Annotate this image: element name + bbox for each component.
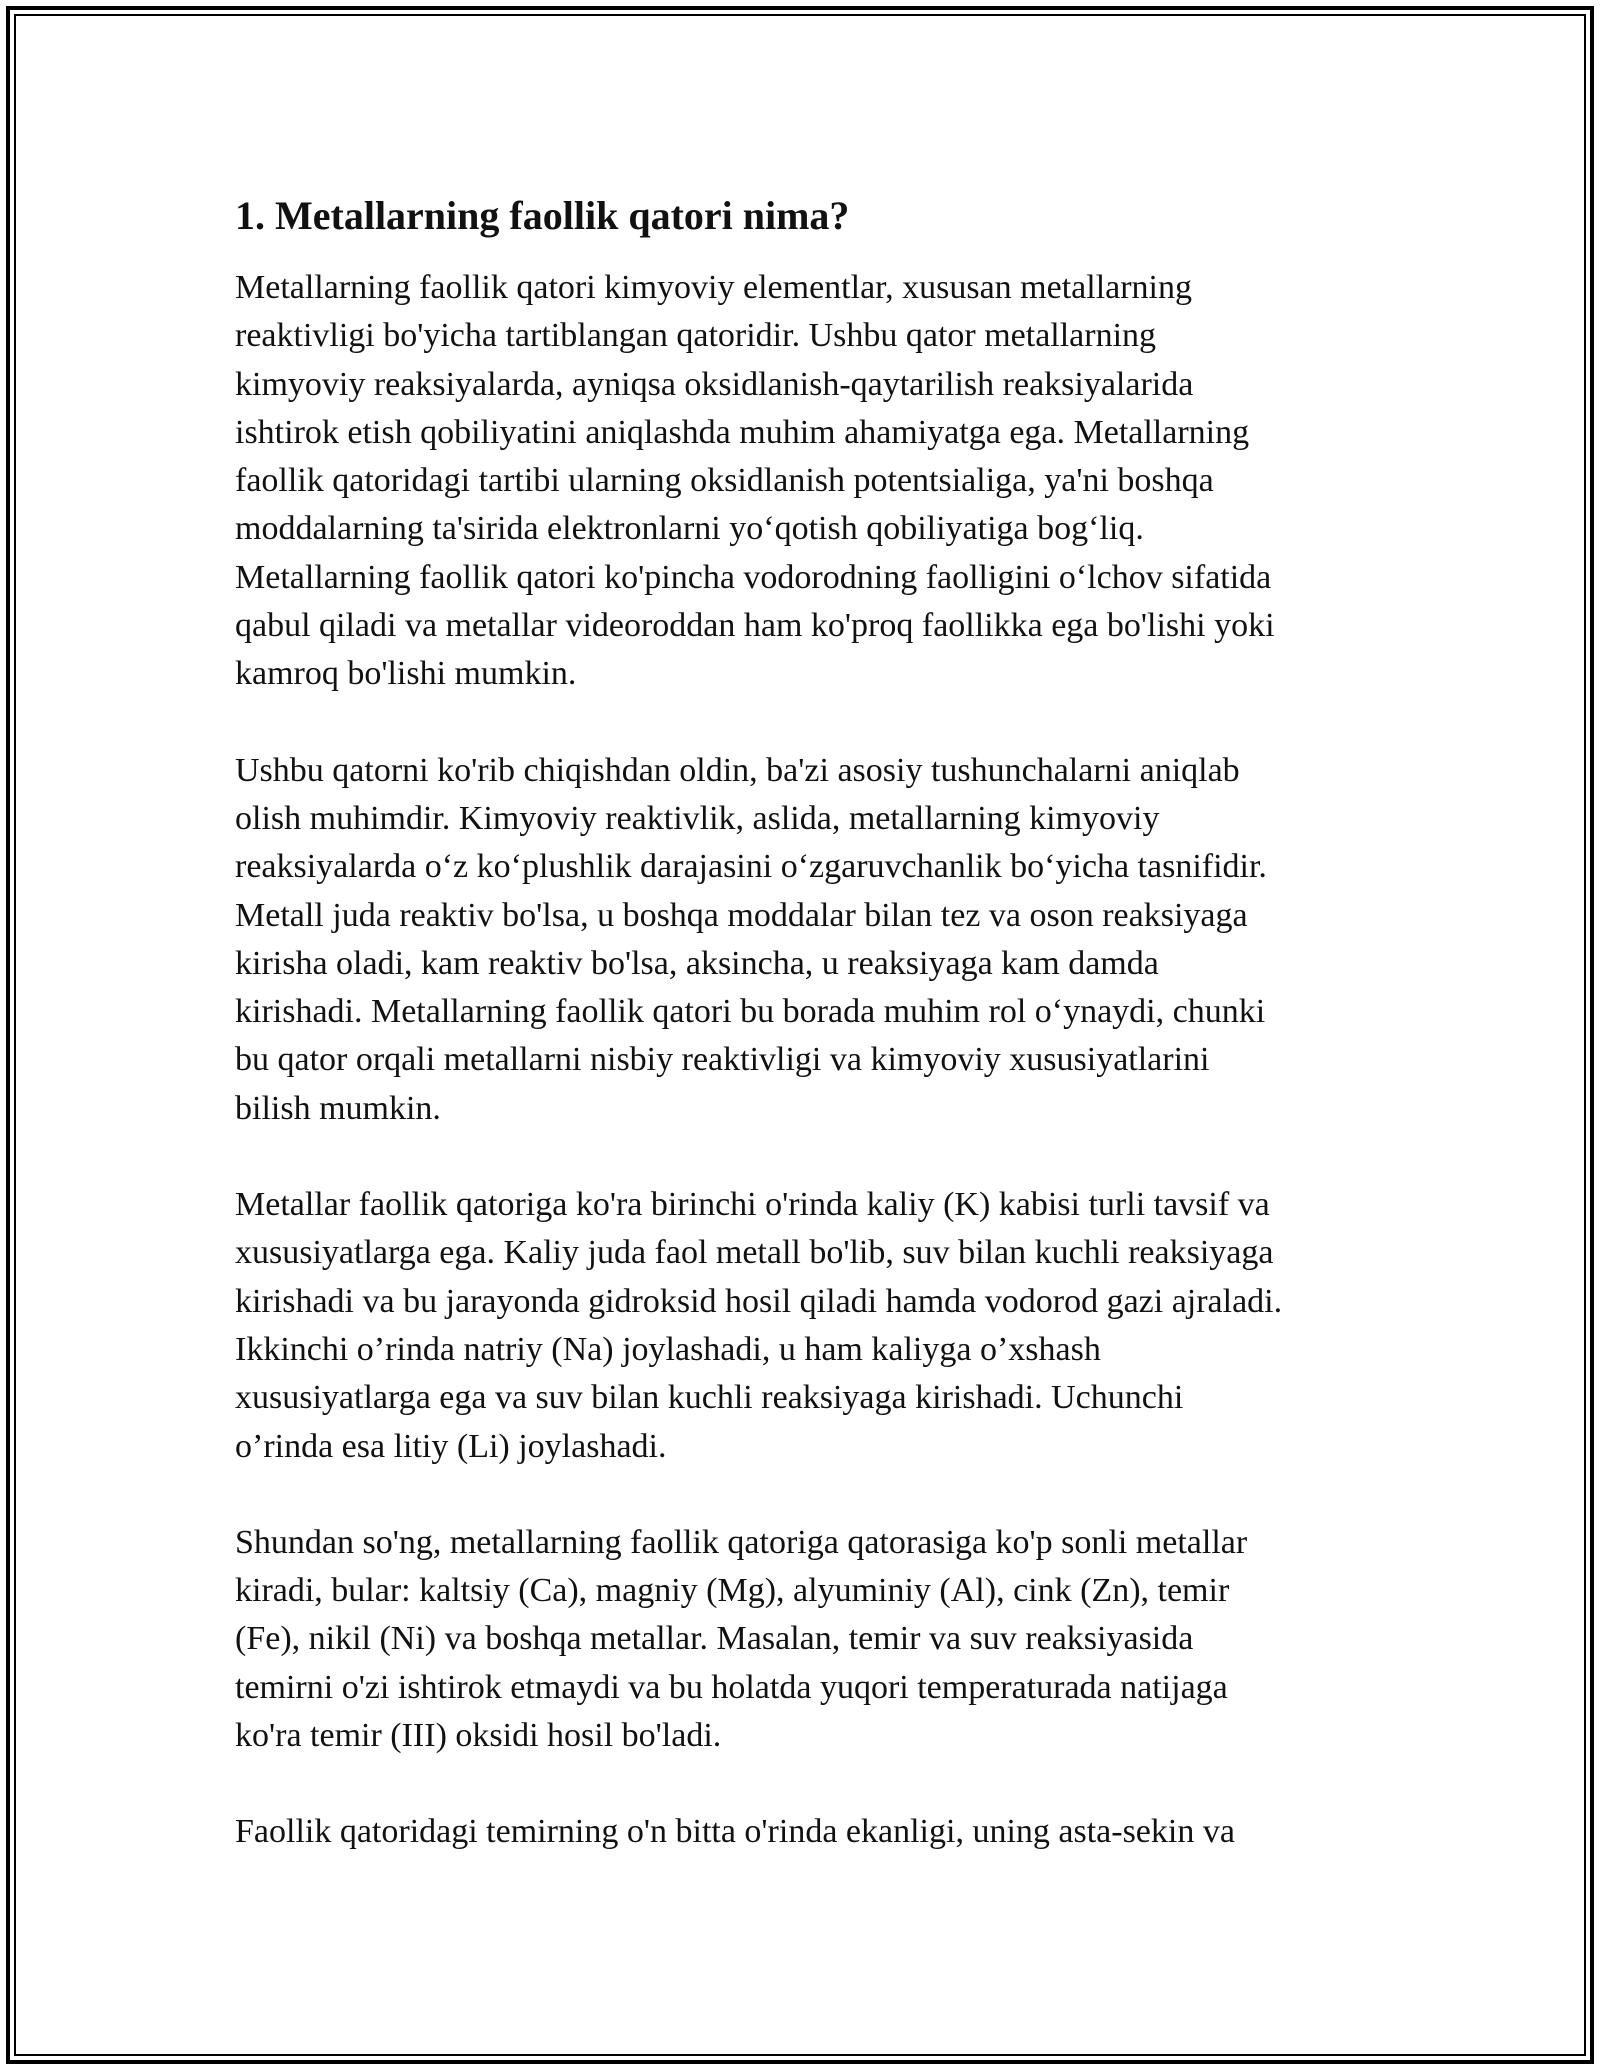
paragraph — [235, 1181, 1375, 1471]
text-line: reaksiyalarda o‘z ko‘plushlik darajasini o‘zgaruvchanlik bo‘yicha tasnifidir. — [235, 848, 1267, 886]
text-line: o’rinda esa litiy (Li) joylashadi. — [235, 1427, 667, 1465]
text-line: kimyoviy reaksiyalarda, ayniqsa oksidlanish-qaytarilish reaksiyalarida — [235, 365, 1194, 403]
text-line: bilish mumkin. — [235, 1089, 441, 1127]
section-heading: 1. Metallarning faollik qatori nima? — [235, 193, 850, 238]
text-line: reaktivligi bo'yicha tartiblangan qatoridir. Ushbu qator metallarning — [235, 317, 1157, 355]
text-line: Metallarning faollik qatori kimyoviy elementlar, xususan metallarning — [235, 269, 1192, 306]
text-line: Metallarning faollik qatori ko'pincha vodorodning faolligini o‘lchov sifatida — [235, 558, 1272, 596]
text-line: kirishadi va bu jarayonda gidroksid hosil qiladi hamda vodorod gazi ajraladi. — [235, 1282, 1283, 1320]
text-line: xususiyatlarga ega. Kaliy juda faol metall bo'lib, suv bilan kuchli reaksiyaga — [235, 1234, 1274, 1272]
text-line: moddalarning ta'sirida elektronlarni yo‘qotish qobiliyatiga bog‘liq. — [235, 510, 1144, 548]
text-line: (Fe), nikil (Ni) va boshqa metallar. Masalan, temir va suv reaksiyasida — [235, 1620, 1194, 1658]
text-line: qabul qiladi va metallar videoroddan ham ko'proq faollikka ega bo'lishi yoki — [235, 607, 1275, 645]
paragraphs-container — [235, 264, 1375, 1857]
text-line: xususiyatlarga ega va suv bilan kuchli reaksiyaga kirishadi. Uchunchi — [235, 1379, 1184, 1417]
text-line: Ikkinchi o’rinda natriy (Na) joylashadi, u ham kaliyga o’xshash — [235, 1330, 1101, 1368]
text-line: Ushbu qatorni ko'rib chiqishdan oldin, ba'zi asosiy tushunchalarni aniqlab — [235, 751, 1240, 789]
text-line: temirni o'zi ishtirok etmaydi va bu holatda yuqori temperaturada natijaga — [235, 1668, 1228, 1706]
document-body — [235, 188, 1375, 1905]
text-line: kirisha oladi, kam reaktiv bo'lsa, aksincha, u reaksiyaga kam damda — [235, 944, 1159, 982]
text-line: Metall juda reaktiv bo'lsa, u boshqa moddalar bilan tez va oson reaksiyaga — [235, 896, 1248, 934]
text-line: kamroq bo'lishi mumkin. — [235, 655, 577, 693]
text-line: ishtirok etish qobiliyatini aniqlashda muhim ahamiyatga ega. Metallarning — [235, 413, 1250, 451]
text-line: ko'ra temir (III) oksidi hosil bo'ladi. — [235, 1717, 722, 1755]
paragraph — [235, 1519, 1375, 1760]
text-line: Metallar faollik qatoriga ko'ra birinchi o'rinda kaliy (K) kabisi turli tavsif va — [235, 1186, 1270, 1224]
text-line: kiradi, bular: kaltsiy (Ca), magniy (Mg), alyuminiy (Al), cink (Zn), temir — [235, 1572, 1230, 1610]
paragraph — [235, 1808, 1375, 1856]
text-line: bu qator orqali metallarni nisbiy reaktivligi va kimyoviy xususiyatlarini — [235, 1041, 1210, 1079]
text-line: olish muhimdir. Kimyoviy reaktivlik, aslida, metallarning kimyoviy — [235, 799, 1160, 837]
text-line: Faollik qatoridagi temirning o'n bitta o'rinda ekanligi, uning asta-sekin va — [235, 1813, 1235, 1851]
text-line: faollik qatoridagi tartibi ularning oksidlanish potentsialiga, ya'ni boshqa — [235, 462, 1214, 500]
paragraph — [235, 747, 1375, 1133]
text-line: kirishadi. Metallarning faollik qatori bu borada muhim rol o‘ynaydi, chunki — [235, 993, 1266, 1031]
paragraph — [235, 264, 1375, 699]
text-line: Shundan so'ng, metallarning faollik qatoriga qatorasiga ko'p sonli metallar — [235, 1523, 1248, 1561]
